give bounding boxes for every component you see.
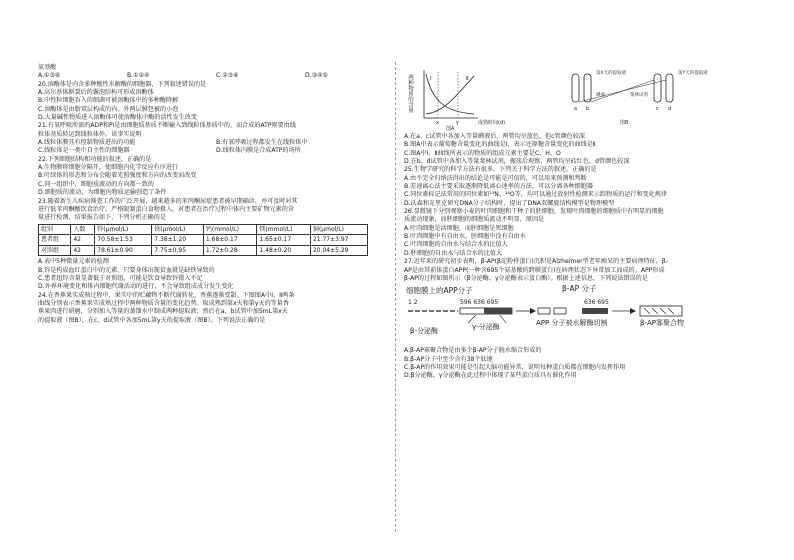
text-line: A.生物膜将细胞分隔开，使细胞内化学反应有序进行 <box>38 164 179 172</box>
option-c: C.线粒体是一类中自主性的细胞器 <box>38 147 130 155</box>
text-line: C.溶酶体是由脂双层构成的内、外两层膜包被的小泡 <box>38 105 179 113</box>
figure-b <box>544 66 744 130</box>
text-line: D.大量碱性物质进入溶酶体可使溶酶体中酶的活性发生改变 <box>38 114 197 122</box>
right-column <box>404 64 760 381</box>
text-line: 量进行检测，结果报告如下，下列分析正确的是 <box>38 214 166 222</box>
table-header-cell: 组别 <box>39 224 71 235</box>
table-row <box>39 235 368 246</box>
question-24: 24.在香蕉果实成熟过程中，果实中的贮藏物不断代谢转化，香蕉逐渐变甜。下图图A中Ⅰ、Ⅱ两条 <box>38 291 295 299</box>
figure-a-caption: 图A <box>446 126 455 132</box>
connector-line <box>579 80 666 102</box>
left-column <box>38 64 394 325</box>
text-line: B.图A中表示葡萄糖含量变化的曲线是Ⅰ，表示还原糖含量变化的曲线是Ⅱ <box>404 141 596 149</box>
option-b: B.①②④ <box>127 72 150 80</box>
column-divider <box>395 62 396 532</box>
text-line: B.差速离心法主要采取逐渐降低离心速率的方法，可以分离各种细胞器 <box>404 183 593 191</box>
x-tick-y: y <box>456 120 459 126</box>
curve-1-label: Ⅰ <box>430 76 432 82</box>
table-cell: 78.61±0.90 <box>95 245 152 256</box>
figure-a-xlabel: 成熟时间(d) <box>478 120 506 126</box>
text-line: A.β-AP寡聚合物是由多个β-AP分子脱水缩合形成的 <box>404 347 542 355</box>
q21-options-row2 <box>38 147 394 155</box>
table-cell: 1.65±0.17 <box>257 235 311 246</box>
test-tube-c <box>654 74 661 102</box>
reagent-fehling-label: 斐林试剂 <box>630 93 648 98</box>
text-line: 蕉果肉进行研磨，分别加入等量的蒸馏水中制成两种提取液；然后在a、b试管中加5mL第x天 <box>38 308 288 316</box>
option-b: B.有氧呼吸过程都发生在线粒体中 <box>216 139 308 147</box>
text-line: A.在a、c试管中各加入等量碘液后，两管均呈蓝色，但c管颜色较深 <box>404 133 585 140</box>
option-d: D.③④⑤ <box>305 72 329 80</box>
text-line: B.β-AP分子中至少含有38个肽键 <box>404 355 493 363</box>
cleaved-fragment <box>538 308 550 314</box>
figure-q24 <box>408 66 760 130</box>
extract-x-label: 第X天的提取液 <box>596 71 627 76</box>
beta-secretase-label: β-分泌酶 <box>410 327 438 336</box>
table-row <box>39 245 368 256</box>
text-line: D.外界环境变化和体内细胞代谢活动的进行，不会导致组成成分发生变化 <box>38 283 234 291</box>
text-line: D.细胞质的流动，为细胞内物质运输创造了条件 <box>38 189 167 197</box>
arrow-head-icon <box>630 308 636 314</box>
question-23: 23.随着新生儿疾病筛查工作的广泛开展，越来越多的苯丙酮尿症患者被早期确诊，并可及时对其 <box>38 197 298 205</box>
table-cell: 7.75±0.95 <box>152 245 204 256</box>
question-20: 20.溶酶体是内含多种酸性水解酶的细胞器，下列叙述错误的是 <box>38 80 207 88</box>
tube-c-label: c <box>656 106 659 112</box>
app-title: 细胞膜上的APP分子 <box>406 286 473 296</box>
text-line: 的提取液（图B），在c、d试管中各加5mL第y天的提取液（图B）。下列说法正确的是 <box>38 316 266 324</box>
enzyme-pointer <box>468 315 476 323</box>
figure-a-ylabel: 两种物质的含量 <box>407 74 413 113</box>
text-line: C.β-AP的作用效果可能是引起大脑功能异常，说明每种蛋白质都在细胞内发挥作用 <box>404 363 626 371</box>
residue-labels-mid: 596 636 695 <box>460 299 499 307</box>
question-22: 22.下列细胞结构和功能的叙述，正确的是 <box>38 155 152 163</box>
app-membrane-segment <box>484 308 512 314</box>
text-line: A.由不完全归纳法得出的结论是可能是可信的，可以用来预测和判断 <box>404 174 587 182</box>
tube-a-label: a <box>574 106 578 112</box>
figure-a-chart <box>408 66 538 130</box>
option-a: A.线粒体膜具有控制物质进出的功能 <box>38 139 136 147</box>
question-21: 21.有氧呼吸所需的ADP和Pi是由细胞质基质不断输入到线粒体基质中的，而合成的ATP则要由线 <box>38 122 296 130</box>
beta-ap-title: β-AP 分子 <box>562 284 597 294</box>
text-line: A.表中5种微量元素的检测 <box>38 258 109 266</box>
q20-options <box>38 72 394 80</box>
table-cell: 患者组 <box>39 235 71 246</box>
table-header-row <box>39 224 368 235</box>
test-tube-b <box>584 74 591 102</box>
table-cell: 21.77±3.97 <box>310 235 367 246</box>
residue-labels-right: 636 695 <box>584 299 609 307</box>
table-cell: 42 <box>71 235 95 246</box>
table-cell: 1.72±0.28 <box>203 245 257 256</box>
tube-d-label: d <box>668 106 672 112</box>
gamma-secretase-label: γ-分泌酶 <box>472 323 500 332</box>
option-c: C.②③⑥ <box>216 72 239 80</box>
enzyme-pointer <box>500 315 506 323</box>
figure-b-diagram <box>544 66 744 130</box>
aggregate-label: β-AP寡聚合物 <box>640 319 685 328</box>
text-line: C.同位素标记法常用的同位素如¹⁵N、¹⁸O等，均可以通过放射性检测来示踪物质的运行和变化规律 <box>404 191 667 199</box>
table-header-cell: 锌(μmol/L) <box>95 224 152 235</box>
text-line: 进行低苯丙酮酸饮食治疗，严格限制蛋白食物摄入。对患者在治疗过程中体内主要矿物元素的含 <box>38 205 294 213</box>
cleaved-fragment <box>554 308 566 314</box>
text-line: 粒体基质转运到线粒体外。该事实说明 <box>38 130 142 138</box>
text-line: 曲线分别表示香蕉果实成熟过程中两种物质含量的变化趋势。取成熟到第x天和第y天的等量香 <box>38 300 289 308</box>
table-cell: 42 <box>71 245 95 256</box>
text-line: D.β分泌酶、γ分泌酶在此过程中体现了某些蛋白质具有催化作用 <box>404 372 577 380</box>
curve-2-label: Ⅱ <box>466 76 469 82</box>
text-line: A.叶肉细胞是活细胞，而胚细胞是死细胞 <box>404 224 514 232</box>
text-line: AP是由其前体蛋白APP(一种含695个氨基酸的跨膜蛋白)在病理状态下异常加工而成的。APP形成 <box>404 266 665 274</box>
arrow-head-icon <box>530 308 536 314</box>
text-line: 氨基酸 <box>38 64 57 71</box>
residue-labels-left: 1 2 <box>408 299 418 307</box>
text-line: D.沃森和克里克研究DNA分子结构时，提出了DNA双螺旋结构模型是物理模型 <box>404 199 615 207</box>
app-processing-figure <box>404 285 760 345</box>
table-cell: 1.48±0.20 <box>257 245 311 256</box>
text-line: 质流动现象，而胚细胞的细胞质流动不明显，原因是 <box>404 216 545 224</box>
text-line: B.叶肉细胞中有自由水，胚细胞中没有自由水 <box>404 233 526 241</box>
text-line: D.胚细胞的自由水与结合水的比值大 <box>404 249 503 257</box>
extract-y-label: 第Y天的提取液 <box>678 71 708 76</box>
text-line: β-AP的过程如图所示（β分泌酶、γ分泌酶表示蛋白酶）。根据上述信息，下列说法错误的是 <box>404 274 648 282</box>
table-header-cell: 镁(mmol/L) <box>257 224 311 235</box>
test-tube-a <box>572 74 579 102</box>
text-line: C.图A中Ⅰ、Ⅱ曲线所表示的物质的组成元素主要是C、H、O <box>404 149 561 157</box>
table-cell: 70.58±1.53 <box>95 235 152 246</box>
question-27: 27.近年来的研究初步表明，β-AP(β淀粉样蛋白)沉积是Alzheimer型老年痴呆的主要病理特征。β- <box>404 258 668 266</box>
table-header-cell: 人数 <box>71 224 95 235</box>
table-cell: 20.04±5.29 <box>310 245 367 256</box>
aggregate-box <box>640 306 682 316</box>
option-d: D.线粒体内膜是合成ATP的场所 <box>216 147 301 155</box>
table-cell: 1.68±0.17 <box>203 235 257 246</box>
table-header-cell: 钙(mmol/L) <box>203 224 257 235</box>
question-25: 25.生物学研究的科学方法有很多，下列关于科学方法的叙述，正确的是 <box>404 166 597 174</box>
mineral-table <box>38 224 368 257</box>
table-cell: 7.38±1.20 <box>152 235 204 246</box>
cleavage-label: APP 分子被水解酶切割 <box>536 319 608 328</box>
table-cell: 对照组 <box>39 245 71 256</box>
text-line: B.叶绿体的形态和分布会随着光照强度和方向的改变而改变 <box>38 172 197 180</box>
option-a: A.①③⑥ <box>38 72 61 80</box>
table-header-cell: 铜(μmol/L) <box>310 224 367 235</box>
text-line: C.叶肉细胞的自由水与结合水的比值大 <box>404 241 508 249</box>
figure-b-caption: 图B <box>620 120 629 126</box>
text-line: B.中性粒细胞吞入的细菌可被溶酶体中的多种酶降解 <box>38 97 179 105</box>
text-line: B.锌是构成血红蛋白中的元素，只要身体出现贫血就是缺铁导致的 <box>38 266 215 274</box>
reagent-iodine-label: 碘液 <box>596 93 605 98</box>
test-tube-d <box>666 74 673 102</box>
tube-b-label: b <box>586 106 590 112</box>
x-tick-x: x <box>436 120 439 126</box>
text-line: C.患者组锌含量显著低于对照组，可能是饮食导致锌摄入不足 <box>38 275 203 282</box>
text-line: D.在b、d试管中各加入等量斐林试剂，振荡后观察，两管均呈砖红色，d管颜色较深 <box>404 158 630 166</box>
question-26: 26.显微镜下分别观察小麦的叶肉细胞和干种子的胚细胞，发现叶肉细胞的细胞质中有明显的细胞 <box>404 208 664 216</box>
beta-ap-molecule <box>582 308 608 314</box>
text-line: A.高尔基体断裂后的囊泡结构可形成溶酶体 <box>38 89 154 97</box>
text-line: C.同一组织中，细胞质流动的方向都一致的 <box>38 180 154 188</box>
table-header-cell: 铁(μmol/L) <box>152 224 204 235</box>
